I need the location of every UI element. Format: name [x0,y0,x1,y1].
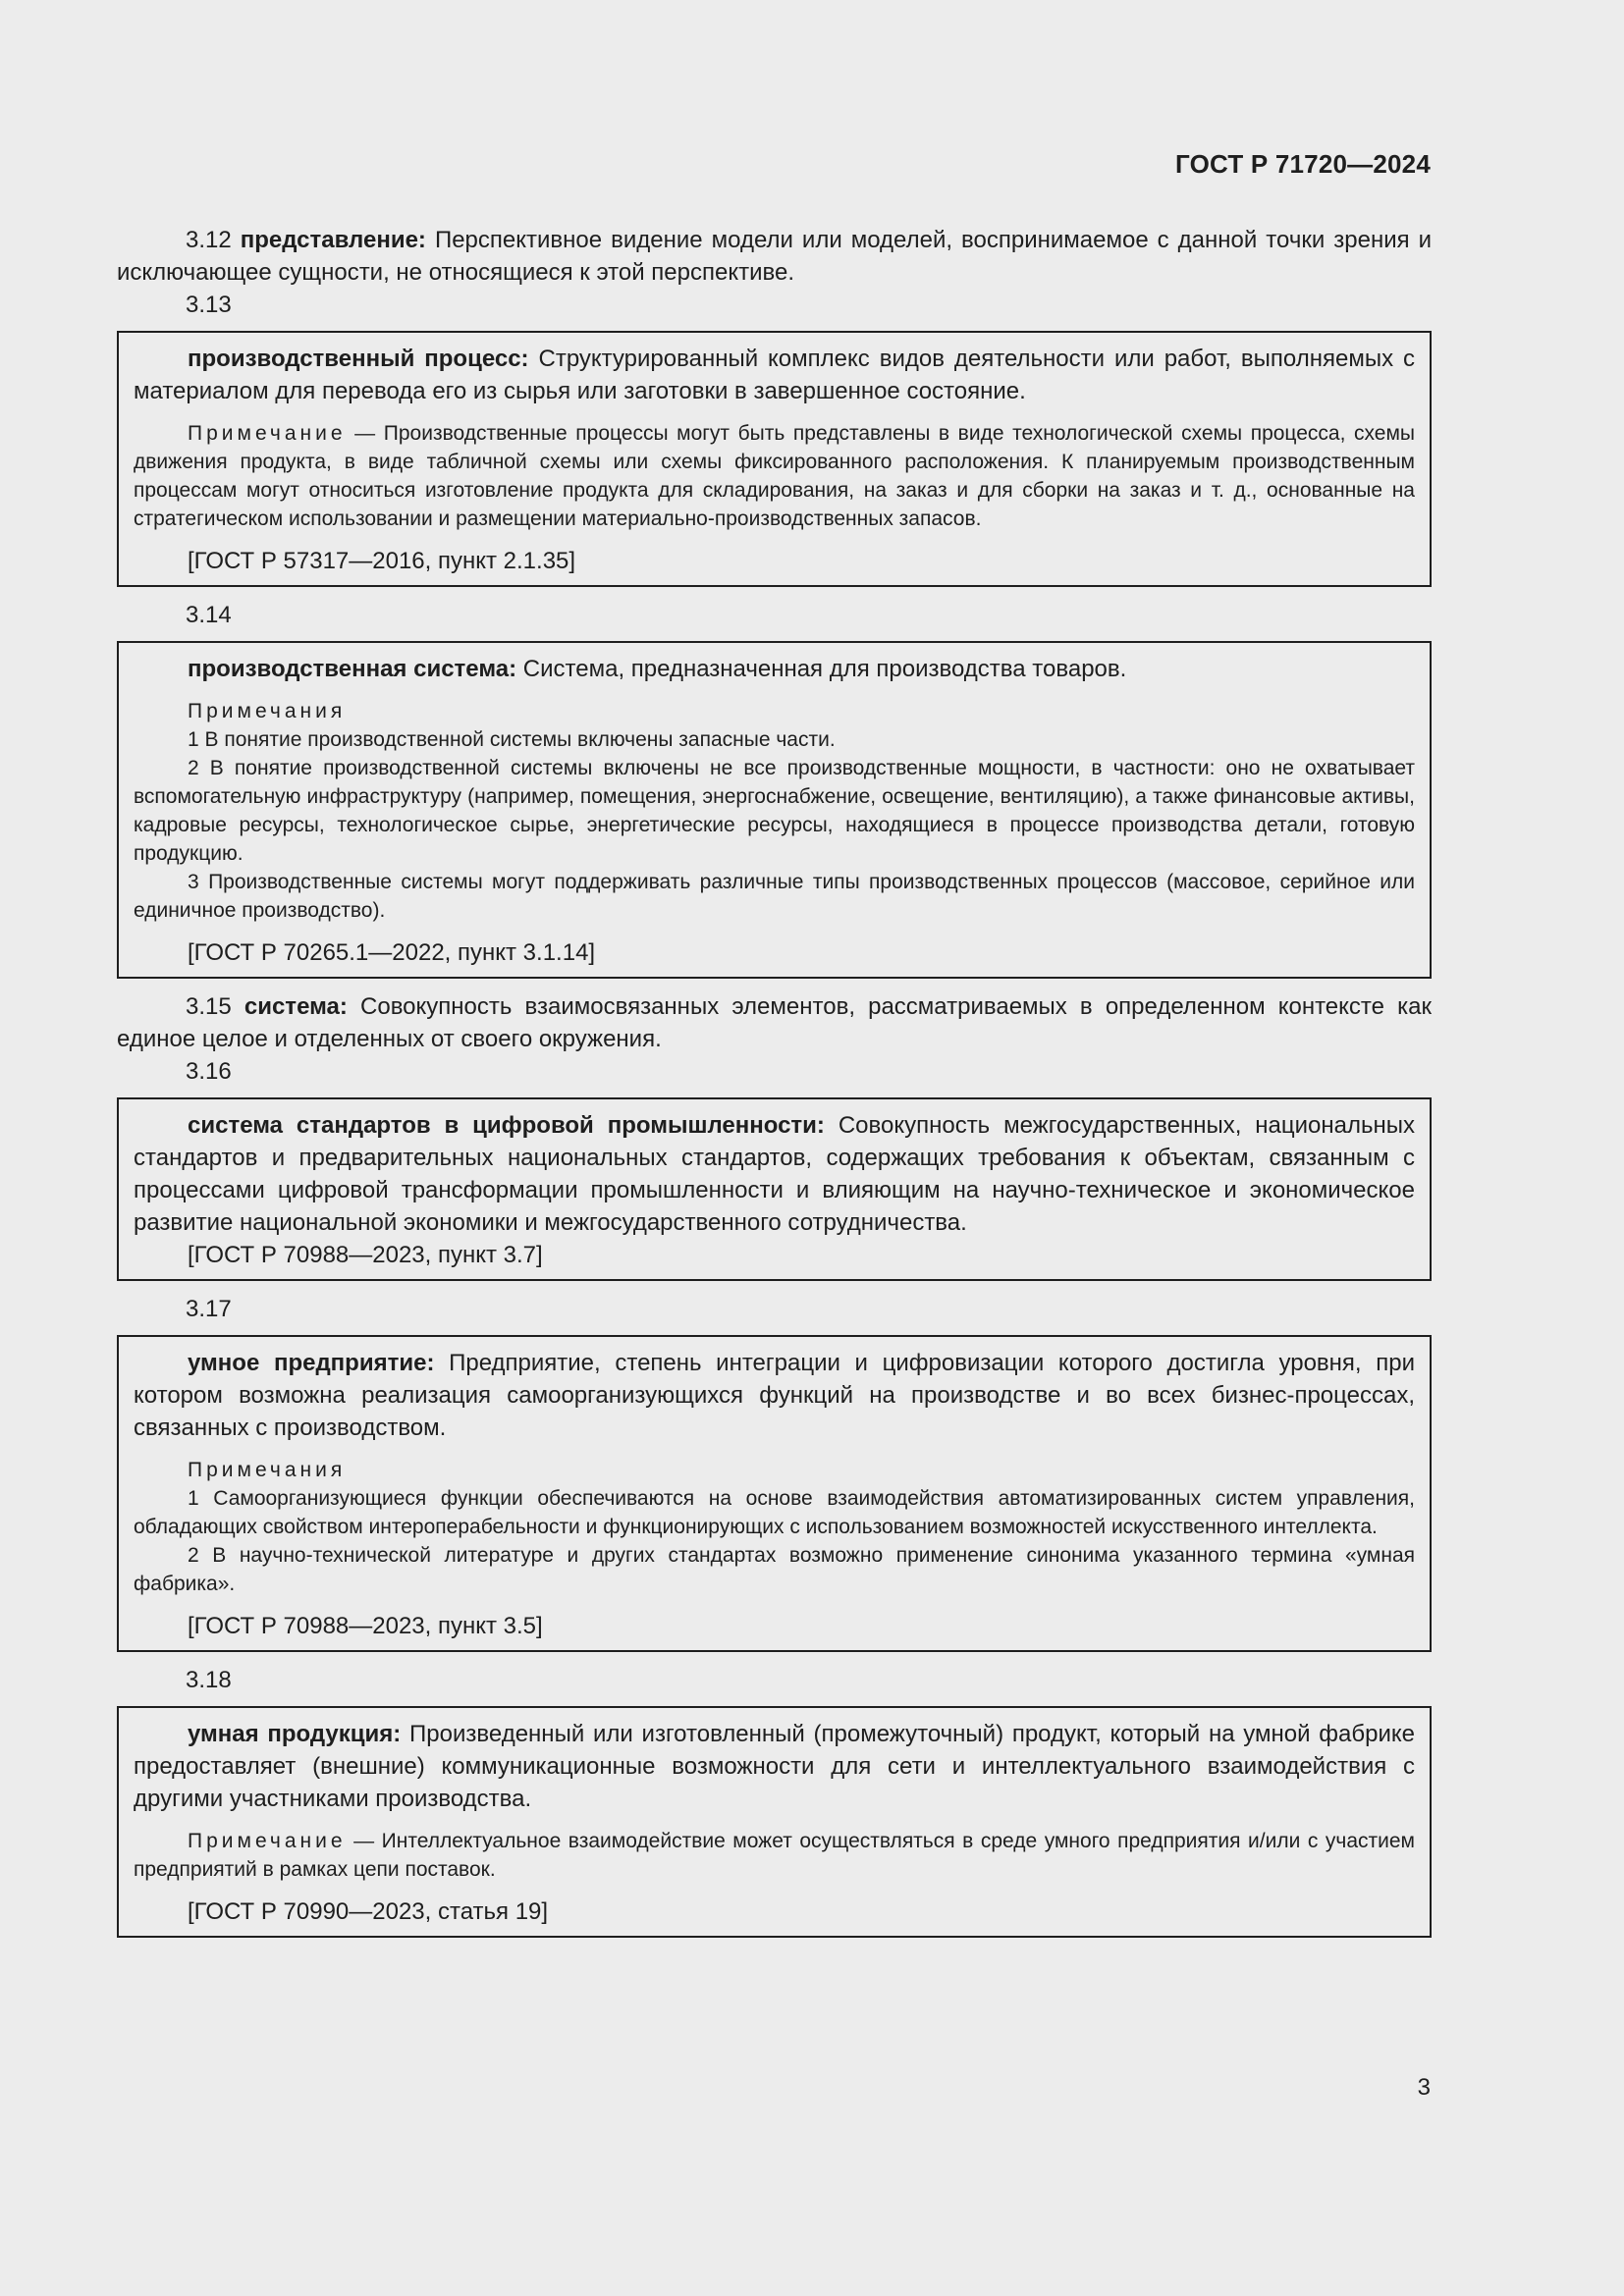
term-3-14 [134,653,1415,685]
notes-title: Примечания [188,1459,347,1481]
note-text: — Производственные процессы могут быть представлены в виде технологической схемы процесса, схемы движения продукта, в виде табличной схемы или схемы фиксированного расположения. К планируемым производственным процессам могут относиться изготовление продукта для складирования, на заказ и для сборки на заказ и т. д., основанные на стратегическом использовании и размещении материально-производственных запасов. [134,422,1415,530]
term-box-3-16 [117,1097,1432,1281]
term-note [134,1827,1415,1884]
document-code: ГОСТ Р 71720—2024 [1175,149,1431,179]
term-box-3-18 [117,1706,1432,1938]
term-number: 3.12 [186,227,232,253]
term-note [134,419,1415,533]
note-item: 1 Самоорганизующиеся функции обеспечиваются на основе взаимодействия автоматизированных систем управления, обладающих свойством интероперабельности и функционирующих с использованием возможностей искусственного интеллекта. [134,1487,1415,1538]
term-3-16 [134,1109,1415,1239]
term-box-3-14 [117,641,1432,979]
notes-title: Примечания [188,700,347,722]
page-content [117,224,1432,1949]
term-name: умная продукция: [188,1721,402,1747]
term-box-3-17 [117,1335,1432,1652]
term-number: 3.13 [186,292,232,318]
term-number: 3.16 [186,1058,232,1085]
source-reference: [ГОСТ Р 70988—2023, пункт 3.7] [188,1242,543,1268]
term-number: 3.18 [186,1667,232,1693]
page-number: 3 [1417,2074,1431,2101]
term-definition: Предприятие, степень интеграции и цифровизации которого достигла уровня, при котором возможна реализация самоорганизующихся функций на производстве и во всех бизнес-процессах, связанных с производством. [134,1350,1415,1441]
term-3-17 [134,1347,1415,1444]
term-3-12 [117,224,1432,289]
term-definition: Совокупность межгосударственных, национальных стандартов и предварительных национальных стандартов, содержащих требования к объектам, связанным с процессами цифровой трансформации промышленности и влияющим на научно-техническое и экономическое развитие национальной экономики и межгосударственного сотрудничества. [134,1112,1416,1236]
source-reference: [ГОСТ Р 57317—2016, пункт 2.1.35] [188,548,576,574]
source-reference: [ГОСТ Р 70990—2023, статья 19] [188,1898,549,1925]
term-number: 3.14 [186,602,232,628]
term-definition: Произведенный или изготовленный (промежуточный) продукт, который на умной фабрике предоставляет (внешние) коммуникационные возможности для сети и интеллектуального взаимодействия с другими участниками производства. [134,1721,1415,1812]
term-name: представление: [240,227,426,253]
note-item: 2 В понятие производственной системы включены не все производственные мощности, в частности: оно не охватывает вспомогательную инфраструктуру (например, помещения, энергоснабжение, освещение, вентиляцию), а также финансовые активы, кадровые ресурсы, технологическое сырье, энергетические ресурсы, находящиеся в процессе производства детали, готовую продукцию. [134,757,1415,865]
term-3-13 [134,343,1415,407]
term-name: производственный процесс: [188,346,529,372]
term-box-3-13 [117,331,1432,587]
term-number: 3.15 [186,993,232,1020]
source-reference: [ГОСТ Р 70265.1—2022, пункт 3.1.14] [188,939,596,966]
term-definition: Структурированный комплекс видов деятельности или работ, выполняемых с материалом для перевода его из сырья или заготовки в завершенное состояние. [134,346,1415,404]
note-item: 1 В понятие производственной системы включены запасные части. [188,728,836,751]
term-definition: Совокупность взаимосвязанных элементов, рассматриваемых в определенном контексте как единое целое и отделенных от своего окружения. [117,993,1433,1052]
source-reference: [ГОСТ Р 70988—2023, пункт 3.5] [188,1613,543,1639]
note-item: 2 В научно-технической литературе и других стандартах возможно применение синонима указанного термина «умная фабрика». [134,1544,1415,1595]
note-text: — Интеллектуальное взаимодействие может осуществляться в среде умного предприятия и/или с участием предприятий в рамках цепи поставок. [134,1830,1415,1881]
note-item: 3 Производственные системы могут поддерживать различные типы производственных процессов (массовое, серийное или единичное производство). [134,871,1415,922]
note-label: Примечание [188,422,347,445]
term-number: 3.17 [186,1296,232,1322]
term-name: производственная система: [188,656,517,682]
term-name: система: [244,993,348,1020]
term-definition: Система, предназначенная для производства товаров. [522,656,1127,682]
term-name: система стандартов в цифровой промышленности: [188,1112,825,1139]
term-definition: Перспективное видение модели или моделей, воспринимаемое с данной точки зрения и исключающее сущности, не относящиеся к этой перспективе. [117,227,1433,286]
term-3-15 [117,990,1432,1055]
note-label: Примечание [188,1830,347,1852]
term-name: умное предприятие: [188,1350,435,1376]
term-3-18 [134,1718,1415,1815]
